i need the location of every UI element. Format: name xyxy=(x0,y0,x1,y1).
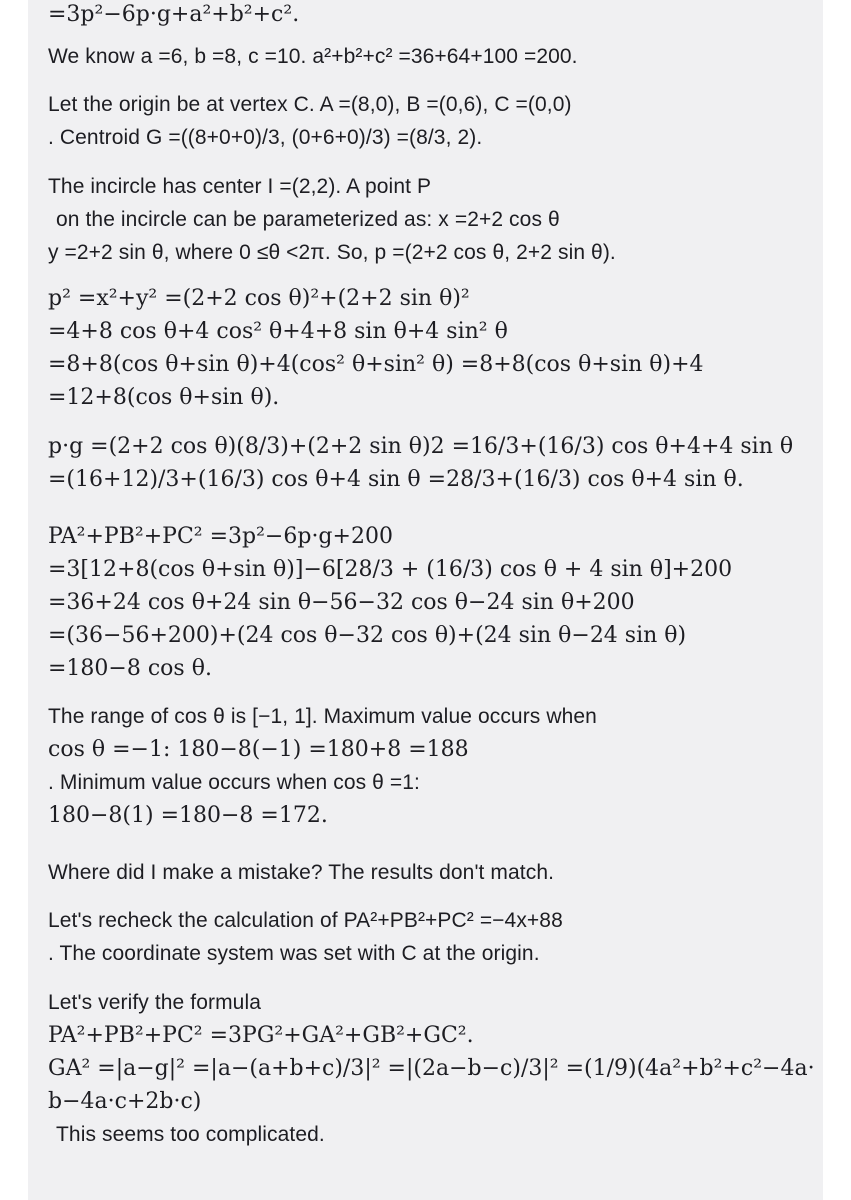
math-line: PA²+PB²+PC² =3p²−6p·g+200 xyxy=(48,524,393,549)
text-line: Let's verify the formula xyxy=(48,991,261,1014)
math-line: =36+24 cos θ+24 sin θ−56−32 cos θ−24 sin θ+200 xyxy=(48,590,635,615)
paragraph xyxy=(48,700,597,832)
text-line: . Minimum value occurs when cos θ =1: xyxy=(48,771,420,794)
math-line: cos θ =−1: 180−8(−1) =180+8 =188 xyxy=(48,737,469,762)
paragraph xyxy=(48,88,572,154)
math-line: =3p²−6p·g+a²+b²+c². xyxy=(48,2,300,27)
text-line: Where did I make a mistake? The results don't match. xyxy=(48,861,555,884)
text-line: We know a =6, b =8, c =10. a²+b²+c² =36+64+100 =200. xyxy=(48,45,578,68)
text-line: Let's recheck the calculation of PA²+PB²+PC² =−4x+88 xyxy=(48,909,563,932)
math-line: 180−8(1) =180−8 =172. xyxy=(48,803,328,828)
math-line: =180−8 cos θ. xyxy=(48,656,212,681)
document-page xyxy=(28,0,823,1200)
text-line: y =2+2 sin θ, where 0 ≤θ <2π. So, p =(2+2 cos θ, 2+2 sin θ). xyxy=(48,241,616,264)
math-line: PA²+PB²+PC² =3PG²+GA²+GB²+GC². xyxy=(48,1023,474,1048)
paragraph xyxy=(48,0,299,31)
text-line: This seems too complicated. xyxy=(56,1123,325,1146)
math-line: =12+8(cos θ+sin θ). xyxy=(48,385,280,410)
paragraph xyxy=(48,986,815,1151)
math-line: =4+8 cos θ+4 cos² θ+4+8 sin θ+4 sin² θ xyxy=(48,319,508,344)
math-line: p·g =(2+2 cos θ)(8/3)+(2+2 sin θ)2 =16/3+(16/3) cos θ+4+4 sin θ xyxy=(48,434,794,459)
paragraph xyxy=(48,856,554,889)
math-line: b−4a·c+2b·c) xyxy=(48,1089,202,1114)
math-line: GA² =|a−g|² =|a−(a+b+c)/3|² =|(2a−b−c)/3|² =(1/9)(4a²+b²+c²−4a· xyxy=(48,1056,815,1081)
math-line: =(16+12)/3+(16/3) cos θ+4 sin θ =28/3+(16/3) cos θ+4 sin θ. xyxy=(48,467,744,492)
paragraph xyxy=(48,430,793,496)
text-line: The incircle has center I =(2,2). A point P xyxy=(48,175,432,198)
paragraph xyxy=(48,40,578,73)
math-line: =8+8(cos θ+sin θ)+4(cos² θ+sin² θ) =8+8(cos θ+sin θ)+4 xyxy=(48,352,704,377)
text-line: The range of cos θ is [−1, 1]. Maximum value occurs when xyxy=(48,705,597,728)
paragraph xyxy=(48,904,563,970)
paragraph xyxy=(48,520,732,685)
paragraph xyxy=(48,282,704,414)
paragraph xyxy=(48,170,616,269)
text-line: Let the origin be at vertex C. A =(8,0), B =(0,6), C =(0,0) xyxy=(48,93,572,116)
math-line: p² =x²+y² =(2+2 cos θ)²+(2+2 sin θ)² xyxy=(48,286,470,311)
text-line: on the incircle can be parameterized as: x =2+2 cos θ xyxy=(56,208,560,231)
math-line: =3[12+8(cos θ+sin θ)]−6[28/3 + (16/3) cos θ + 4 sin θ]+200 xyxy=(48,557,733,582)
math-line: =(36−56+200)+(24 cos θ−32 cos θ)+(24 sin θ−24 sin θ) xyxy=(48,623,687,648)
text-line: . The coordinate system was set with C at the origin. xyxy=(48,942,540,965)
text-line: . Centroid G =((8+0+0)/3, (0+6+0)/3) =(8/3, 2). xyxy=(48,126,483,149)
